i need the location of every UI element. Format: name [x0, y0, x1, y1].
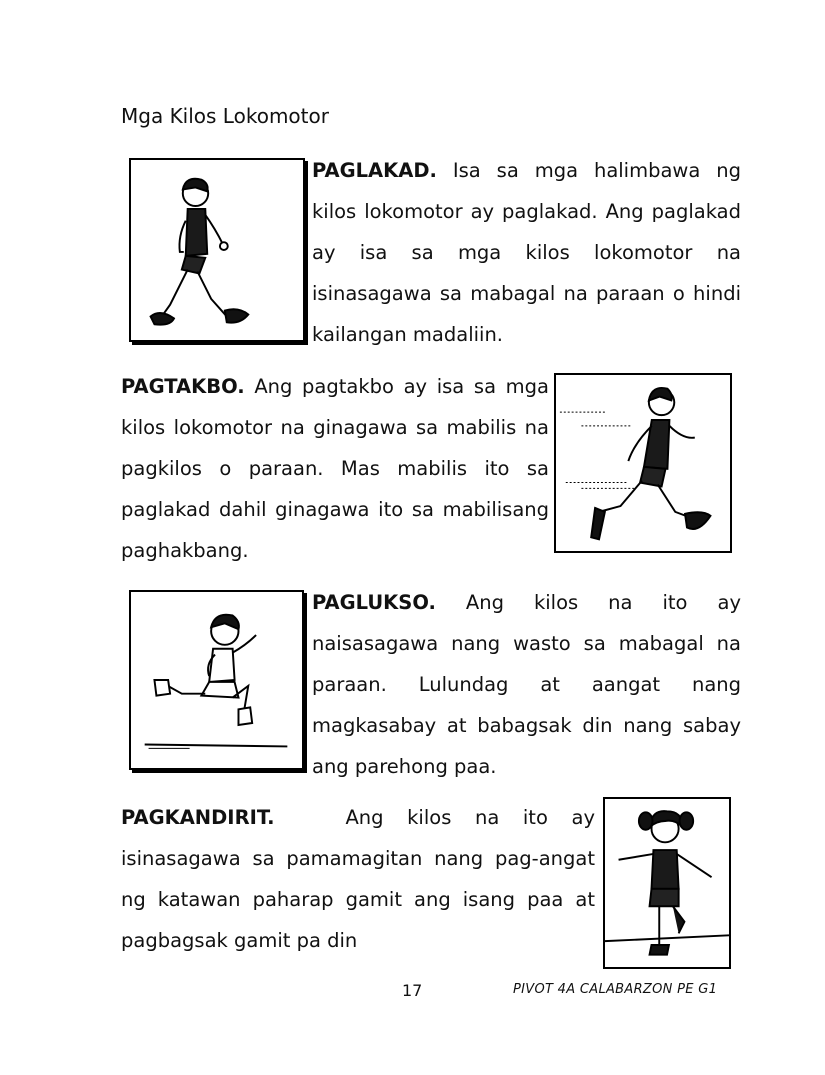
paragraph-pagtakbo: [121, 366, 549, 571]
paragraph-paglukso: [312, 582, 741, 787]
text-pagkandirit: Ang kilos na ito ay isinasagawa sa pamamagitan nang pag-angat ng katawan paharap gamit ang isang paa at pagbagsak gamit pa din: [121, 806, 602, 952]
text-pagtakbo: Ang pagtakbo ay isa sa mga kilos lokomotor na ginagawa sa mabilis na pagkilos o paraan. Mas mabilis ito sa paglakad dahil ginagawa ito sa mabilisang paghakbang.: [121, 375, 549, 562]
hopping-girl-icon: [605, 799, 729, 967]
jumping-boy-icon: [131, 592, 302, 768]
hopping-illustration: [603, 797, 731, 969]
text-paglukso: Ang kilos na ito ay naisasagawa nang wasto sa mabagal na paraan. Lulundag at aangat nang magkasabay at babagsak din nang sabay ang parehong paa.: [312, 591, 741, 778]
page-number: 17: [402, 981, 423, 1000]
heading-pagkandirit: PAGKANDIRIT.: [121, 806, 275, 829]
jumping-illustration: [129, 590, 304, 770]
paragraph-pagkandirit: [121, 797, 602, 961]
footer-code: PIVOT 4A CALABARZON PE G1: [513, 982, 718, 997]
heading-pagtakbo: PAGTAKBO.: [121, 375, 245, 398]
walking-illustration: [129, 158, 305, 342]
heading-paglukso: PAGLUKSO.: [312, 591, 436, 614]
heading-paglakad: PAGLAKAD.: [312, 159, 437, 182]
text-paglakad: Isa sa mga halimbawa ng kilos lokomotor ay paglakad. Ang paglakad ay isa sa mga kilos lokomotor na isinasagawa sa mabagal na paraan o hindi kailangan madaliin.: [312, 159, 741, 346]
running-boy-icon: [556, 375, 730, 551]
page-title: Mga Kilos Lokomotor: [121, 104, 329, 128]
paragraph-paglakad: [312, 150, 741, 355]
running-illustration: [554, 373, 732, 553]
walking-boy-icon: [131, 160, 303, 340]
